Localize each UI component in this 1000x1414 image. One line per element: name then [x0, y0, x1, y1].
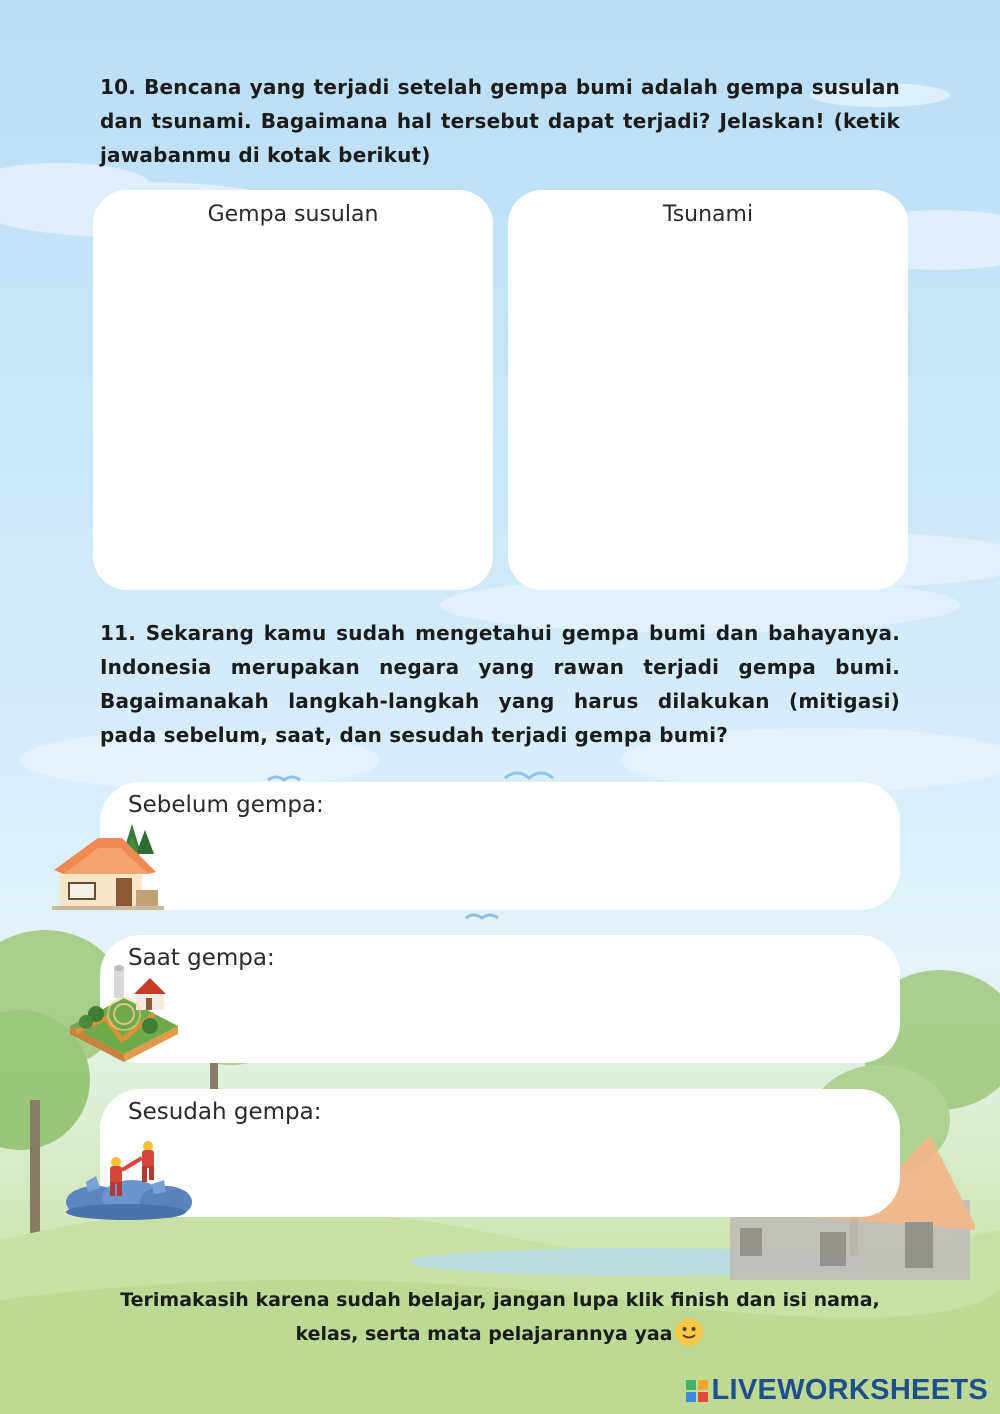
after-earthquake-box[interactable]	[100, 1089, 900, 1217]
liveworksheets-grid-icon	[686, 1380, 708, 1402]
question-11-text: 11. Sekarang kamu sudah mengetahui gempa bumi dan bahayanya. Indonesia merupakan negara yang rawan terjadi gempa bumi. Bagaimanakah langkah-langkah yang harus dilakukan (mitigasi) pada sebelum, saat, dan sesudah terjadi gempa bumi?	[100, 621, 900, 747]
liveworksheets-logo	[686, 1374, 989, 1407]
before-earthquake-box[interactable]	[100, 782, 900, 910]
aftershock-label: Gempa susulan	[207, 202, 379, 227]
liveworksheets-brand-text: LIVEWORKSHEETS	[711, 1374, 988, 1406]
question-10-text: 10. Bencana yang terjadi setelah gempa bumi adalah gempa susulan dan tsunami. Bagaimana hal tersebut dapat terjadi? Jelaskan! (ketik jawabanmu di kotak berikut)	[100, 75, 900, 167]
tsunami-answer-input[interactable]	[532, 250, 884, 566]
earthquake-landscape-icon	[66, 948, 182, 1064]
tsunami-answer-box[interactable]	[508, 190, 908, 590]
during-earthquake-input[interactable]	[230, 981, 870, 1049]
smiley-face-icon	[674, 1317, 704, 1347]
closing-message	[110, 1283, 890, 1351]
tsunami-label: Tsunami	[662, 202, 754, 227]
aftershock-answer-input[interactable]	[117, 250, 469, 566]
before-earthquake-label: Sebelum gempa:	[128, 792, 324, 818]
aftershock-answer-box[interactable]	[93, 190, 493, 590]
closing-line-2: kelas, serta mata pelajarannya yaa	[295, 1323, 673, 1345]
during-earthquake-label: Saat gempa:	[128, 945, 275, 971]
closing-line-1: Terimakasih karena sudah belajar, jangan lupa klik finish dan isi nama,	[120, 1289, 880, 1311]
during-earthquake-box[interactable]	[100, 935, 900, 1063]
after-earthquake-input[interactable]	[230, 1135, 870, 1203]
before-earthquake-input[interactable]	[230, 828, 870, 896]
rescue-workers-icon	[66, 1136, 192, 1220]
after-earthquake-label: Sesudah gempa:	[128, 1099, 322, 1125]
house-icon	[52, 820, 164, 912]
